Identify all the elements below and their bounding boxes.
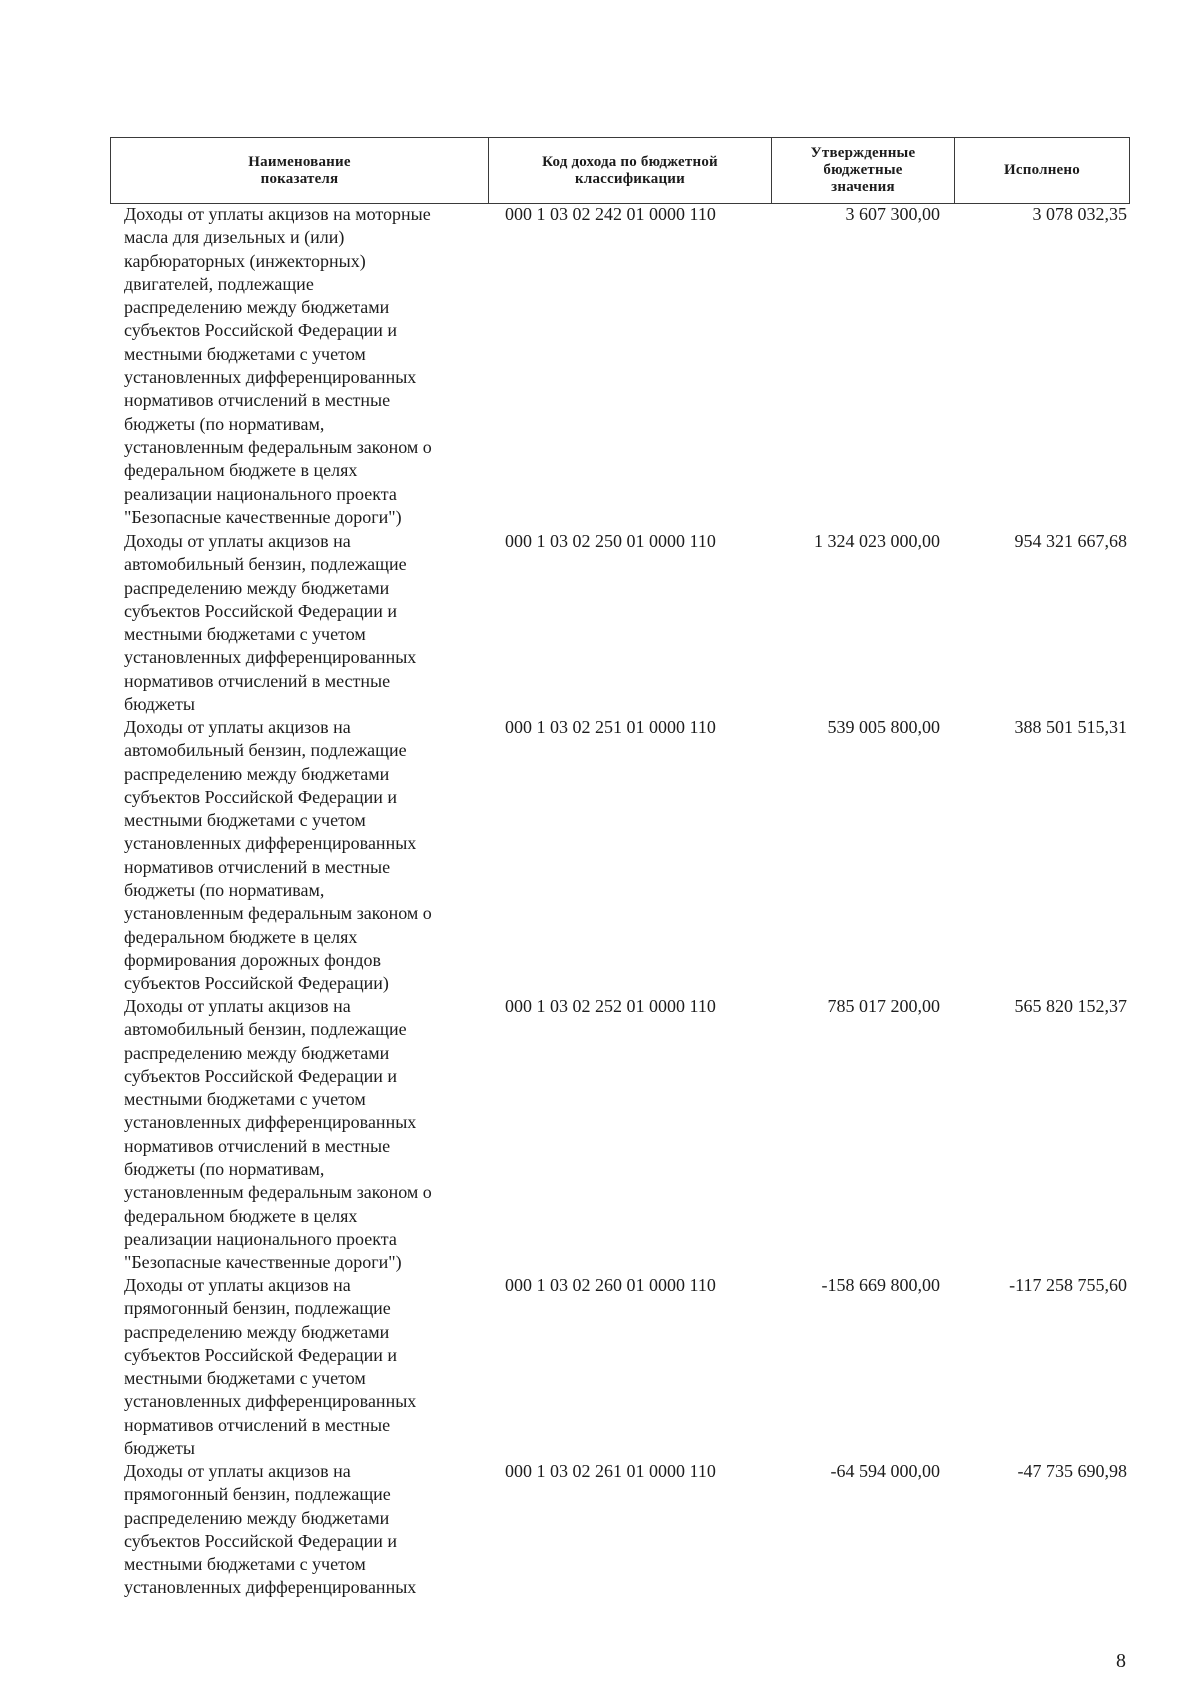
row-name: Доходы от уплаты акцизов на автомобильный бензин, подлежащие распределению между бюджетами субъектов Российской Федерации и местными бюджетами с учетом установленных дифференцированных нормативов отчислений в местные бюджеты (по нормативам, установленным федеральным законом о федеральном бюджете в целях реализации национального проекта "Безопасные качественные дороги") bbox=[124, 996, 432, 1273]
row-approved: -64 594 000,00 bbox=[830, 1461, 940, 1481]
header-approved-label: Утвержденные бюджетные значения bbox=[810, 145, 916, 195]
header-name-label: Наименование показателя bbox=[248, 153, 351, 187]
row-approved: -158 669 800,00 bbox=[821, 1275, 940, 1295]
row-done: 565 820 152,37 bbox=[1014, 996, 1127, 1016]
row-name: Доходы от уплаты акцизов на моторные масла для дизельных и (или) карбюраторных (инжекторных) двигателей, подлежащие распределению между бюджетами субъектов Российской Федерации и местными бюджетами с учетом установленных дифференцированных нормативов отчислений в местные бюджеты (по нормативам, установленным федеральным законом о федеральном бюджете в целях реализации национального проекта "Безопасные качественные дороги") bbox=[124, 204, 432, 527]
header-code-label: Код дохода по бюджетной классификации bbox=[542, 153, 718, 187]
row-code: 000 1 03 02 252 01 0000 110 bbox=[505, 996, 716, 1016]
header-approved-column bbox=[771, 138, 954, 203]
row-name: Доходы от уплаты акцизов на прямогонный бензин, подлежащие распределению между бюджетами субъектов Российской Федерации и местными бюджетами с учетом установленных дифференцированных нормативов отчислений в местные бюджеты bbox=[124, 1275, 417, 1459]
row-approved: 1 324 023 000,00 bbox=[814, 531, 940, 551]
row-code: 000 1 03 02 251 01 0000 110 bbox=[505, 717, 716, 737]
row-approved: 785 017 200,00 bbox=[827, 996, 940, 1016]
header-name-column bbox=[111, 138, 488, 203]
row-name: Доходы от уплаты акцизов на прямогонный бензин, подлежащие распределению между бюджетами субъектов Российской Федерации и местными бюджетами с учетом установленных дифференцированных bbox=[124, 1461, 417, 1598]
header-done-label: Исполнено bbox=[1004, 162, 1080, 178]
page-number: 8 bbox=[1116, 1650, 1126, 1672]
row-code: 000 1 03 02 242 01 0000 110 bbox=[505, 204, 716, 224]
row-code: 000 1 03 02 261 01 0000 110 bbox=[505, 1461, 716, 1481]
row-approved: 3 607 300,00 bbox=[845, 204, 940, 224]
row-done: -47 735 690,98 bbox=[1017, 1461, 1127, 1481]
row-done: -117 258 755,60 bbox=[1009, 1275, 1127, 1295]
row-done: 3 078 032,35 bbox=[1032, 204, 1127, 224]
row-code: 000 1 03 02 260 01 0000 110 bbox=[505, 1275, 716, 1295]
row-done: 388 501 515,31 bbox=[1014, 717, 1127, 737]
row-done: 954 321 667,68 bbox=[1014, 531, 1127, 551]
header-done-column bbox=[954, 138, 1129, 203]
row-name: Доходы от уплаты акцизов на автомобильный бензин, подлежащие распределению между бюджетами субъектов Российской Федерации и местными бюджетами с учетом установленных дифференцированных нормативов отчислений в местные бюджеты (по нормативам, установленным федеральным законом о федеральном бюджете в целях формирования дорожных фондов субъектов Российской Федерации) bbox=[124, 717, 432, 994]
header-code-column bbox=[488, 138, 771, 203]
row-approved: 539 005 800,00 bbox=[827, 717, 940, 737]
table-header bbox=[110, 137, 1130, 204]
row-name: Доходы от уплаты акцизов на автомобильный бензин, подлежащие распределению между бюджетами субъектов Российской Федерации и местными бюджетами с учетом установленных дифференцированных нормативов отчислений в местные бюджеты bbox=[124, 531, 417, 715]
row-code: 000 1 03 02 250 01 0000 110 bbox=[505, 531, 716, 551]
